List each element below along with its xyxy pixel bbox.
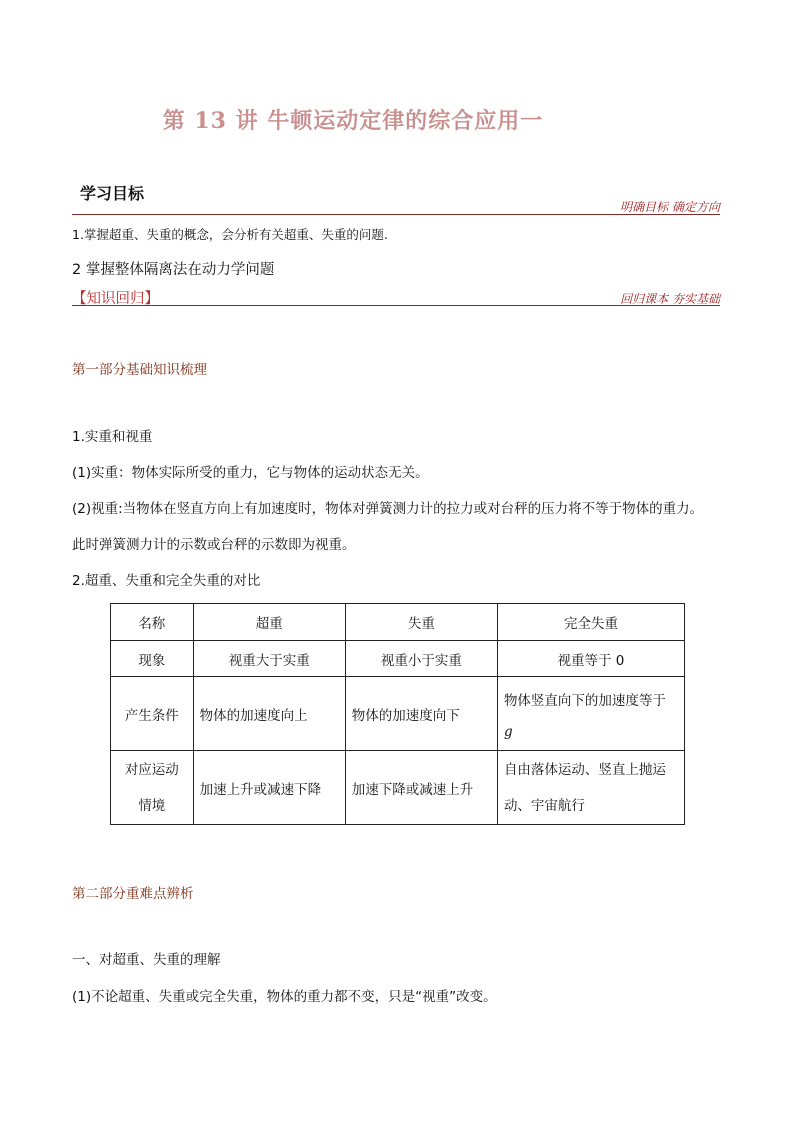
comparison-table	[110, 603, 685, 825]
table-cell: 现象	[111, 641, 194, 677]
table-row	[111, 641, 685, 677]
cell-line: 动、宇宙航行	[503, 797, 585, 814]
goals-heading: 学习目标	[80, 184, 145, 203]
table-cell: 完全失重	[497, 604, 684, 641]
point1-title: 1.实重和视重	[72, 429, 153, 445]
review-heading: 【知识回归】	[72, 291, 159, 307]
table-cell	[497, 751, 684, 825]
point1-apparent-weight: (2)视重:当物体在竖直方向上有加速度时，物体对弹簧测力计的拉力或对台秤的压力将不等于物体的重力。	[72, 501, 704, 517]
table-cell: 视重等于 0	[497, 641, 684, 677]
table-cell: 物体的加速度向下	[345, 677, 497, 751]
point2-title: 2.超重、失重和完全失重的对比	[72, 573, 261, 589]
cell-line: 物体竖直向下的加速度等于	[503, 692, 666, 709]
table-cell: 超重	[193, 604, 345, 641]
gravity-symbol: g	[503, 723, 513, 740]
table-row	[111, 677, 685, 751]
table-cell: 视重小于实重	[345, 641, 497, 677]
table-row	[111, 751, 685, 825]
point1-apparent-weight-cont: 此时弹簧测力计的示数或台秤的示数即为视重。	[72, 537, 356, 553]
cell-line: 情境	[138, 797, 166, 814]
point1-real-weight: (1)实重：物体实际所受的重力，它与物体的运动状态无关。	[72, 465, 429, 481]
goals-divider	[72, 214, 720, 215]
table-cell: 视重大于实重	[193, 641, 345, 677]
goal-item-2: 2 掌握整体隔离法在动力学问题	[72, 262, 275, 278]
table-cell: 加速上升或减速下降	[193, 751, 345, 825]
cell-line: 对应运动	[124, 761, 179, 778]
table-cell: 物体的加速度向上	[193, 677, 345, 751]
table-cell	[111, 751, 194, 825]
goals-tag: 明确目标 确定方向	[620, 200, 720, 214]
review-tag: 回归课本 夯实基础	[620, 292, 720, 306]
review-divider	[72, 305, 720, 306]
table-cell: 名称	[111, 604, 194, 641]
table-cell: 加速下降或减速上升	[345, 751, 497, 825]
goal-item-1: 1.掌握超重、失重的概念，会分析有关超重、失重的问题.	[72, 227, 388, 242]
page-title: 第 13 讲 牛顿运动定律的综合应用一	[162, 108, 544, 134]
table-cell	[497, 677, 684, 751]
part1-heading: 第一部分基础知识梳理	[72, 362, 207, 378]
part2-heading: 第二部分重难点辨析	[72, 886, 194, 902]
part2-point1-title: 一、对超重、失重的理解	[72, 952, 221, 968]
table-cell: 产生条件	[111, 677, 194, 751]
cell-line: 自由落体运动、竖直上抛运	[503, 761, 666, 778]
part2-point1-a: (1)不论超重、失重或完全失重，物体的重力都不变，只是“视重”改变。	[72, 989, 497, 1005]
table-cell: 失重	[345, 604, 497, 641]
table-header-row	[111, 604, 685, 641]
